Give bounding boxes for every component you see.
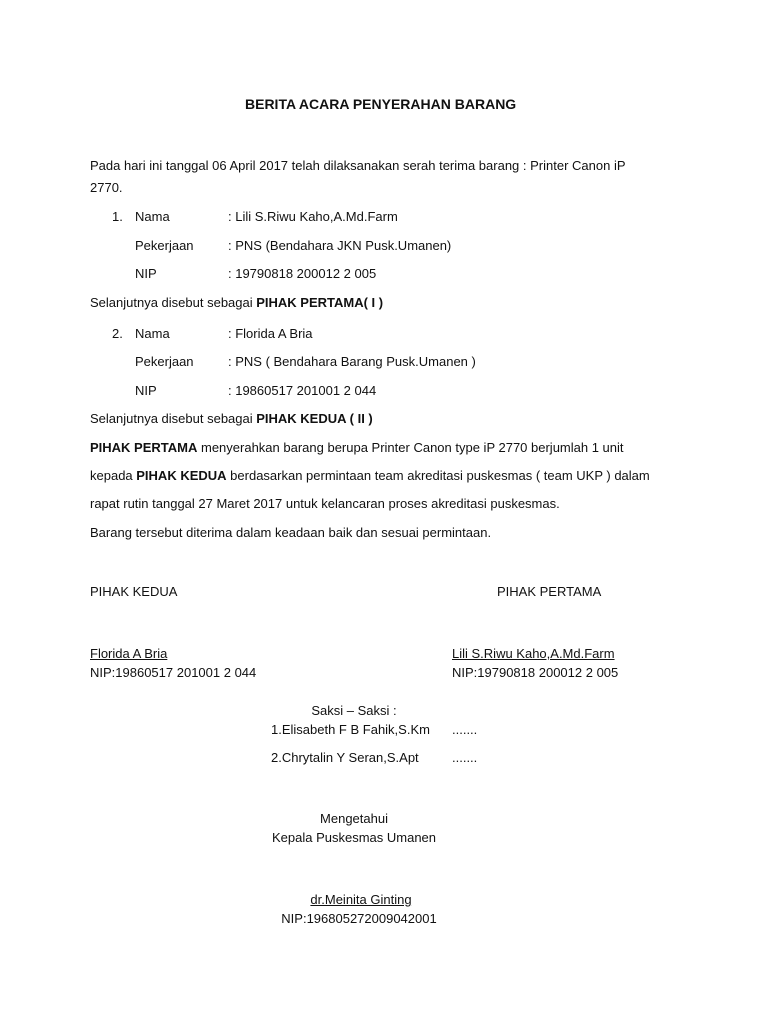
party2-designation-bold: PIHAK KEDUA ( II ) [256,411,373,426]
party2-designation-prefix: Selanjutnya disebut sebagai [90,411,257,426]
left-signature-name: Florida A Bria [90,646,168,661]
party2-nip-value: : 19860517 201001 2 044 [228,383,377,398]
document-title: BERITA ACARA PENYERAHAN BARANG [245,96,517,112]
party1-nama-value: : Lili S.Riwu Kaho,A.Md.Farm [228,209,398,224]
right-signature-nip: NIP:19790818 200012 2 005 [452,665,619,680]
party1-nama-label: Nama [135,209,170,224]
approval-nip: NIP:196805272009042001 [281,911,437,926]
party2-pekerjaan-label: Pekerjaan [135,354,194,369]
party2-pekerjaan-value: : PNS ( Bendahara Barang Pusk.Umanen ) [228,354,476,369]
intro-line-2: 2770. [90,180,123,195]
party1-pekerjaan-label: Pekerjaan [135,238,194,253]
party2-nip-label: NIP [135,383,157,398]
body-line-2-bold: PIHAK KEDUA [136,468,227,483]
party2-nama-value: : Florida A Bria [228,326,313,341]
approval-position: Kepala Puskesmas Umanen [271,830,437,845]
right-signature-heading: PIHAK PERTAMA [497,584,602,599]
body-line-3: rapat rutin tanggal 27 Maret 2017 untuk kelancaran proses akreditasi puskesmas. [90,496,560,511]
party1-designation-bold: PIHAK PERTAMA( I ) [256,295,384,310]
body-line-1-bold: PIHAK PERTAMA [90,440,198,455]
witness-2-name: 2.Chrytalin Y Seran,S.Apt [271,750,419,765]
body-line-4: Barang tersebut diterima dalam keadaan baik dan sesuai permintaan. [90,525,492,540]
body-line-2-prefix: kepada [90,468,137,483]
witnesses-heading: Saksi – Saksi : [311,703,397,718]
body-line-2 [90,468,650,484]
party1-pekerjaan-value: : PNS (Bendahara JKN Pusk.Umanen) [228,238,452,253]
witness-1-name: 1.Elisabeth F B Fahik,S.Km [271,722,430,737]
body-line-1-text: menyerahkan barang berupa Printer Canon type iP 2770 berjumlah 1 unit [197,440,624,455]
approval-name: dr.Meinita Ginting [310,892,412,907]
party1-nip-label: NIP [135,266,157,281]
left-signature-heading: PIHAK KEDUA [90,584,178,599]
body-line-1 [90,440,624,456]
witness-2-signature: ....... [452,750,478,765]
party2-number: 2. [112,326,123,341]
left-signature-nip: NIP:19860517 201001 2 044 [90,665,257,680]
party2-designation [90,411,373,427]
witness-1-signature: ....... [452,722,478,737]
party1-nip-value: : 19790818 200012 2 005 [228,266,377,281]
right-signature-name: Lili S.Riwu Kaho,A.Md.Farm [452,646,615,661]
approval-mengetahui: Mengetahui [320,811,388,826]
party2-nama-label: Nama [135,326,170,341]
body-line-2-text: berdasarkan permintaan team akreditasi puskesmas ( team UKP ) dalam [226,468,650,483]
party1-number: 1. [112,209,123,224]
party1-designation [90,295,383,311]
party1-designation-prefix: Selanjutnya disebut sebagai [90,295,257,310]
intro-line-1: Pada hari ini tanggal 06 April 2017 telah dilaksanakan serah terima barang : Printer Canon iP [90,158,626,173]
